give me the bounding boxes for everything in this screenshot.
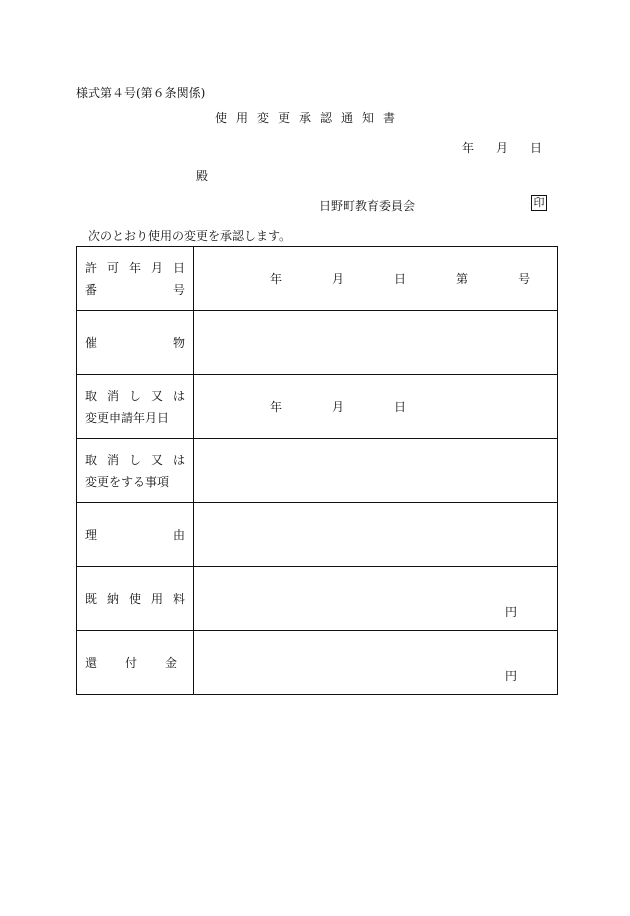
label-char: 使: [128, 591, 141, 606]
label-char: 取: [85, 452, 98, 467]
label-char: 月: [150, 260, 163, 275]
value-permit-date-number[interactable]: [194, 247, 558, 311]
value-event[interactable]: [194, 311, 558, 375]
label-char: は: [172, 452, 185, 467]
date-month: 月: [496, 141, 509, 155]
table-row: [77, 375, 558, 439]
row-label-event: [77, 311, 194, 375]
label-text: 変更をする事項: [85, 474, 170, 489]
addressee-suffix: 殿: [196, 169, 209, 183]
label-char: 取: [85, 388, 98, 403]
seal-mark: 印: [531, 195, 547, 211]
value-number-suffix: 号: [518, 272, 531, 286]
value-day: 日: [394, 400, 407, 414]
value-reason[interactable]: [194, 503, 558, 567]
value-refund[interactable]: [194, 631, 558, 695]
label-char: は: [172, 388, 185, 403]
unit-yen: 円: [504, 669, 517, 683]
value-change-application-date[interactable]: [194, 375, 558, 439]
row-label-change-application-date: [77, 375, 194, 439]
form-table: [76, 246, 558, 695]
form-number: 様式第４号(第６条関係): [76, 86, 206, 100]
issuer-name: 日野町教育委員会: [319, 199, 416, 213]
label-char: 番: [85, 282, 98, 297]
label-char: 用: [150, 591, 163, 606]
value-month: 月: [332, 272, 345, 286]
label-char: 消: [106, 452, 119, 467]
value-year: 年: [270, 400, 283, 414]
label-char: 付: [124, 655, 137, 670]
issue-date: [462, 139, 542, 156]
label-char: 又: [150, 452, 163, 467]
label-char: 又: [150, 388, 163, 403]
label-char: 既: [85, 591, 98, 606]
table-row: [77, 311, 558, 375]
label-char: 還: [85, 655, 98, 670]
row-label-reason: [77, 503, 194, 567]
label-char: し: [128, 452, 141, 467]
value-paid-fee[interactable]: [194, 567, 558, 631]
date-year: 年: [462, 141, 475, 155]
table-row: [77, 631, 558, 695]
label-char: 日: [172, 260, 185, 275]
table-row: [77, 439, 558, 503]
label-char: し: [128, 388, 141, 403]
label-text: 変更申請年月日: [85, 410, 170, 425]
value-change-items[interactable]: [194, 439, 558, 503]
label-char: 催: [85, 335, 98, 350]
label-char: 許: [85, 260, 98, 275]
table-row: [77, 567, 558, 631]
label-char: 物: [172, 335, 185, 350]
date-day: 日: [530, 141, 543, 155]
document-title: 使用変更承認通知書: [215, 111, 405, 125]
table-row: [77, 247, 558, 311]
label-char: 納: [106, 591, 119, 606]
intro-text: 次のとおり使用の変更を承認します。: [88, 229, 292, 243]
row-label-permit-date-number: [77, 247, 194, 311]
label-char: 料: [172, 591, 185, 606]
label-char: 金: [164, 655, 177, 670]
unit-yen: 円: [504, 605, 517, 619]
label-char: 由: [172, 527, 185, 542]
value-number-prefix: 第: [456, 272, 469, 286]
value-day: 日: [394, 272, 407, 286]
label-char: 号: [172, 282, 185, 297]
label-char: 理: [85, 527, 98, 542]
table-row: [77, 503, 558, 567]
label-char: 消: [106, 388, 119, 403]
label-char: 可: [106, 260, 119, 275]
label-char: 年: [128, 260, 141, 275]
value-month: 月: [332, 400, 345, 414]
value-year: 年: [270, 272, 283, 286]
row-label-change-items: [77, 439, 194, 503]
row-label-paid-fee: [77, 567, 194, 631]
row-label-refund: [77, 631, 194, 695]
